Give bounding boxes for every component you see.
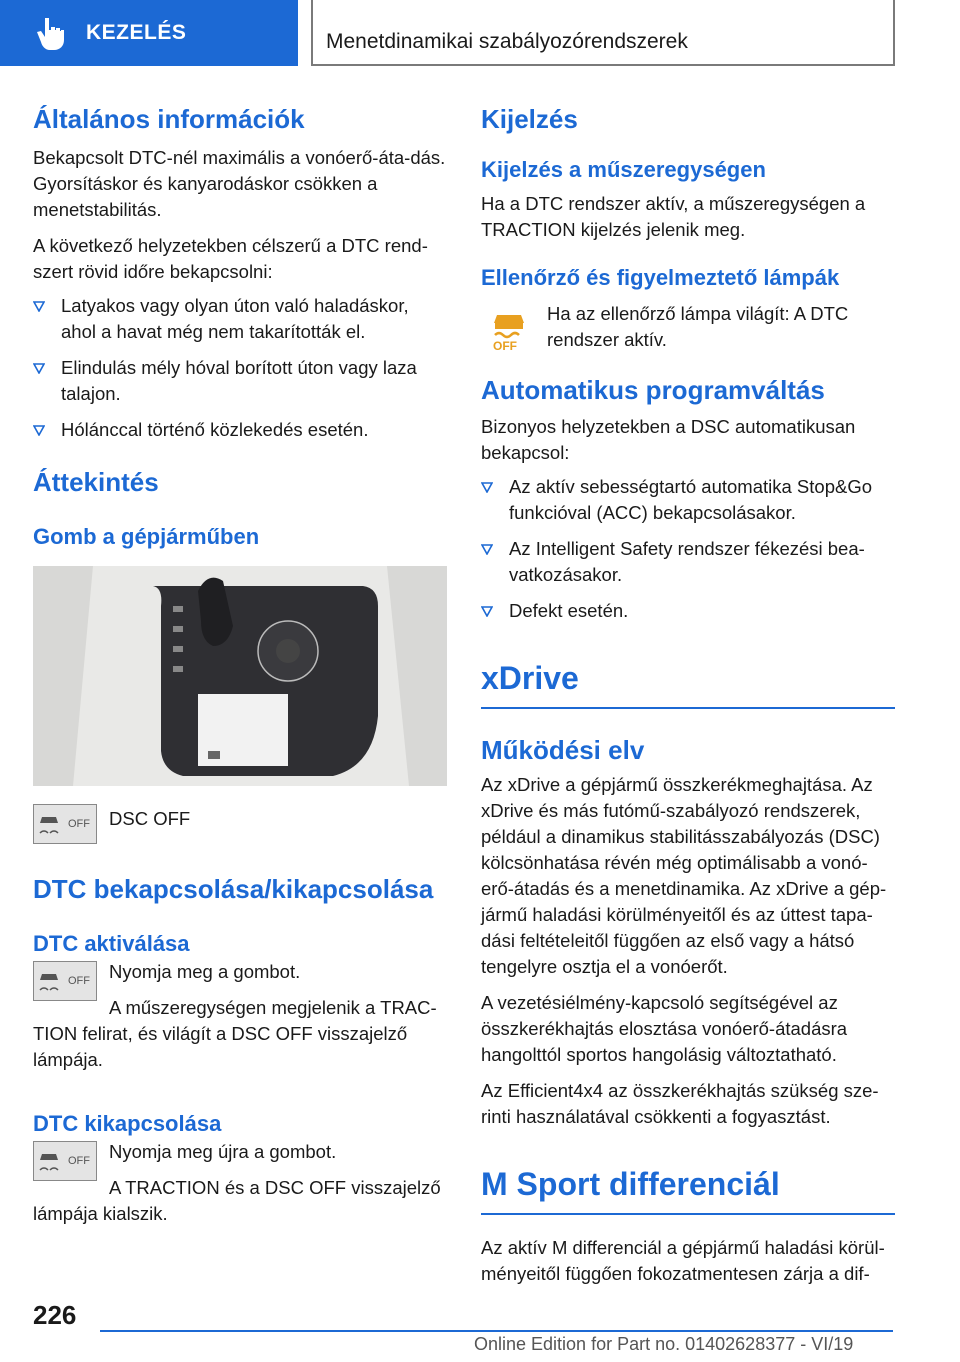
general-list [33,293,447,443]
svg-text:OFF: OFF [68,1155,90,1167]
svg-text:OFF: OFF [68,975,90,987]
activate-paragraph-1: Nyomja meg a gombot. [109,961,301,982]
chapter-title: Menetdinamikai szabályozórendszerek [326,30,688,53]
list-item-text: Latyakos vagy olyan úton való haladáskor, ahol a havat még nem takarították el. [61,295,409,342]
header-divider-right [893,0,895,66]
list-item-text: Defekt esetén. [509,600,629,621]
deactivate-block [33,1139,447,1227]
lamp-row [481,301,895,353]
list-item-text: Elindulás mély hóval borított úton vagy laza talajon. [61,357,417,404]
category-tab[interactable] [0,0,298,66]
deactivate-heading: DTC kikapcsolása [33,1111,222,1136]
overview-heading: Áttekintés [33,467,159,497]
msport-heading: M Sport differenciál [481,1166,780,1202]
list-item [481,474,895,526]
general-paragraph-1: Bekapcsolt DTC-nél maximális a vonóerő-áta-dás. Gyorsításkor és kanyarodáskor csökken a menetstabilitás. [33,147,446,220]
cluster-paragraph: Ha a DTC rendszer aktív, a műszeregységen a TRACTION kijelzés jelenik meg. [481,193,866,240]
triangle-bullet-icon [33,301,45,312]
list-item [481,536,895,588]
dsc-off-button-icon [33,804,97,844]
dsc-off-button-icon [33,1141,97,1181]
list-item [33,293,447,345]
cluster-heading: Kijelzés a műszeregységen [481,157,766,182]
dtc-heading: DTC bekapcsolása/kikapcsolása [33,874,434,904]
right-column [481,96,895,1287]
principle-paragraph-1: Az xDrive a gépjármű összkerékmeghajtása. Az xDrive és más futómű-szabályozó rendszerek, például a dinamikus stabilitásszabályozás (DSC) kölcsönhatása révén még optimálisabb a vonó-erő-átadás és a menetdinamika. Az xDrive a gép-jármű haladási körülményeitől és az úttest tapa-dási feltételeitől függően az első vagy a hátsó tengelyre osztja el a vonóerőt. [481,774,887,977]
deactivate-paragraph-1: Nyomja meg újra a gombot. [109,1141,337,1162]
triangle-bullet-icon [33,425,45,436]
svg-text:OFF: OFF [68,818,90,830]
svg-text:OFF: OFF [493,339,517,351]
page-number: 226 [33,1300,77,1330]
auto-heading: Automatikus programváltás [481,375,825,405]
auto-paragraph: Bizonyos helyzetekben a DSC automatikusan bekapcsol: [481,416,856,463]
principle-heading: Működési elv [481,735,645,765]
hand-pointer-icon [36,16,66,50]
activate-heading: DTC aktiválása [33,931,190,956]
list-item-text: Az aktív sebességtartó automatika Stop&Go funkcióval (ACC) bekapcsolásakor. [509,476,872,523]
button-heading: Gomb a gépjárműben [33,524,260,549]
xdrive-heading: xDrive [481,660,579,696]
display-heading: Kijelzés [481,104,578,134]
list-item [33,355,447,407]
header-divider [311,0,313,66]
auto-list [481,474,895,624]
triangle-bullet-icon [481,606,493,617]
footer-rule [100,1330,893,1332]
list-item [481,598,895,624]
general-heading: Általános információk [33,104,305,134]
section-rule [481,1213,895,1215]
category-label: KEZELÉS [86,21,187,44]
triangle-bullet-icon [33,363,45,374]
list-item-text: Hólánccal történő közlekedés esetén. [61,419,369,440]
lamps-paragraph: Ha az ellenőrző lámpa világít: A DTC rendszer aktív. [547,303,849,350]
lamps-heading: Ellenőrző és figyelmeztető lámpák [481,265,840,290]
principle-paragraph-3: Az Efficient4x4 az összkerékhajtás szükség sze-rinti használatával csökkenti a fogyasztást. [481,1080,879,1127]
traction-off-lamp-icon [491,301,527,351]
general-paragraph-2: A következő helyzetekben célszerű a DTC rend-szert rövid időre bekapcsolni: [33,235,428,282]
dsc-off-button-icon [33,961,97,1001]
activate-paragraph-2: A műszeregységen megjelenik a TRAC-TION felirat, és világít a DSC OFF visszajelző lámpája. [33,997,437,1070]
triangle-bullet-icon [481,482,493,493]
principle-paragraph-2: A vezetésiélmény-kapcsoló segítségével az összkerékhajtás elosztása vonóerő-átadásra hangolttól sportos hangolásig változtatható. [481,992,848,1065]
center-console-photo [33,566,447,786]
dsc-off-label: DSC OFF [109,808,191,829]
dsc-off-row [33,802,447,844]
header-underline [311,64,895,66]
triangle-bullet-icon [481,544,493,555]
activate-block [33,959,447,1073]
list-item [33,417,447,443]
section-rule [481,707,895,709]
left-column [33,96,447,1227]
edition-note: Online Edition for Part no. 01402628377 - VI/19 [474,1334,854,1354]
msport-paragraph: Az aktív M differenciál a gépjármű haladási körül-ményeitől függően fokozatmentesen zárja a dif- [481,1237,885,1284]
list-item-text: Az Intelligent Safety rendszer fékezési bea-vatkozásakor. [509,538,865,585]
deactivate-paragraph-2: A TRACTION és a DSC OFF visszajelző lámpája kialszik. [33,1177,441,1224]
